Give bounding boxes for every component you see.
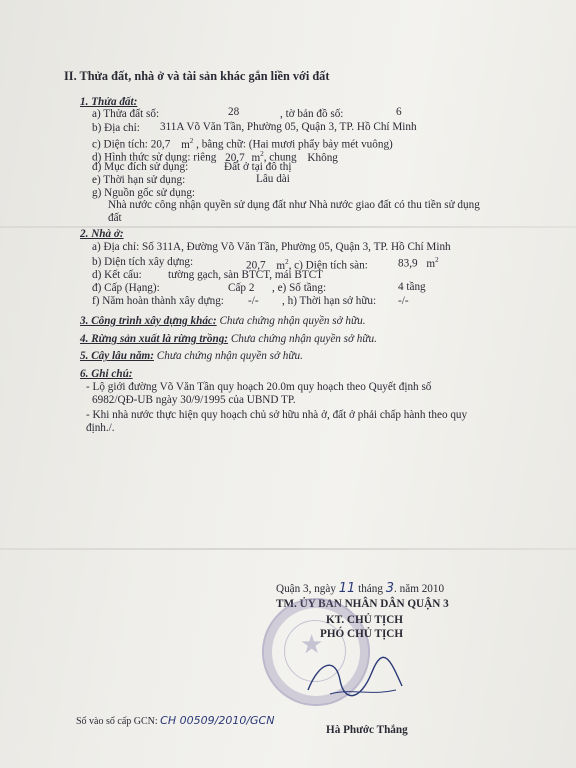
house-ownership-term-label: , h) Thời hạn sở hữu:	[282, 295, 377, 307]
signature-kt: KT. CHỦ TỊCH	[326, 614, 403, 626]
land-origin-value-1: Nhà nước công nhận quyền sử dụng đất như Nhà nước giao đất có thu tiền sử dụng	[108, 199, 480, 211]
note-2-line-2: định./.	[86, 422, 115, 434]
land-purpose-value: Đất ở tại đô thị	[224, 161, 292, 173]
house-ownership-term-value: -/-	[398, 295, 409, 307]
note-1-line-2: 6982/QĐ-UB ngày 30/9/1995 của UBND TP.	[92, 394, 296, 406]
other-works-row	[80, 315, 366, 328]
land-usage-form-value: 20,7	[225, 151, 245, 164]
forest-heading: 4. Rừng sản xuất là rừng trồng:	[80, 333, 229, 345]
seal-star-icon: ★	[300, 630, 324, 659]
forest-value: Chưa chứng nhận quyền sở hữu.	[230, 333, 377, 345]
handwritten-signature	[300, 650, 410, 710]
other-works-heading: 3. Công trình xây dựng khác:	[80, 315, 217, 327]
land-term-value: Lâu dài	[256, 173, 290, 185]
date-month-label: tháng	[358, 583, 383, 595]
house-heading: 2. Nhà ở:	[80, 228, 124, 240]
signature-org: TM. ỦY BAN NHÂN DÂN QUẬN 3	[276, 598, 449, 610]
registry-row	[76, 714, 274, 728]
signature-date	[276, 582, 444, 596]
house-structure-label: d) Kết cấu:	[92, 269, 142, 281]
house-build-area-value: 20,7	[246, 259, 266, 272]
land-parcel-value: 28	[228, 106, 240, 118]
land-usage-form-label: d) Hình thức sử dụng: riêng	[92, 151, 217, 164]
house-floors-value: 4 tầng	[398, 281, 426, 293]
house-address-value: Số 311A, Đường Võ Văn Tần, Phường 05, Quận 3, TP. Hồ Chí Minh	[142, 241, 451, 253]
date-year: . năm 2010	[394, 583, 445, 595]
house-year-value: -/-	[248, 295, 259, 307]
land-usage-shared-value: Không	[307, 151, 338, 164]
house-address-label: a) Địa chỉ:	[92, 241, 140, 253]
other-works-value: Chưa chứng nhận quyền sở hữu.	[219, 315, 366, 327]
signer-name: Hà Phước Thắng	[326, 724, 408, 736]
land-origin-label: g) Nguồn gốc sử dụng:	[92, 187, 196, 199]
perennial-value: Chưa chứng nhận quyền sở hữu.	[156, 350, 303, 362]
land-parcel-label: a) Thửa đất số:	[92, 108, 160, 120]
land-area-label: c) Diện tích:	[92, 138, 148, 151]
perennial-heading: 5. Cây lâu năm:	[80, 350, 154, 362]
house-floor-area-row	[398, 254, 439, 271]
land-usage-form-sup: 2	[260, 150, 264, 158]
land-purpose-label: đ) Mục đích sử dụng:	[92, 161, 189, 173]
house-floors-label: , e) Số tầng:	[272, 282, 327, 294]
house-floor-area-sup: 2	[435, 256, 439, 264]
paper-fold	[0, 548, 576, 550]
registry-label: Số vào sổ cấp GCN:	[76, 716, 158, 727]
land-map-value: 6	[396, 106, 402, 118]
land-map-label: , tờ bản đồ số:	[280, 108, 344, 120]
house-build-area-label: b) Diện tích xây dựng:	[92, 256, 194, 268]
land-area-unit: m	[181, 138, 190, 151]
house-address-row	[92, 241, 451, 254]
section-title: II. Thửa đất, nhà ở và tài sản khác gắn liền với đất	[64, 69, 330, 83]
signature-position: PHÓ CHỦ TỊCH	[320, 628, 404, 640]
house-year-label: f) Năm hoàn thành xây dựng:	[92, 295, 224, 307]
registry-value: CH 00509/2010/GCN	[160, 714, 275, 727]
land-usage-shared-label: , chung	[263, 151, 297, 164]
land-address-value: 311A Võ Văn Tần, Phường 05, Quận 3, TP. Hồ Chí Minh	[160, 121, 417, 133]
house-floor-area-value: 83,9	[398, 257, 418, 270]
land-term-label: e) Thời hạn sử dụng:	[92, 174, 186, 186]
house-floor-area-label: , c) Diện tích sàn:	[288, 259, 368, 272]
land-usage-form-unit: m	[251, 151, 261, 164]
house-floor-area-unit: m	[426, 257, 436, 270]
date-day: 11	[338, 581, 356, 596]
perennial-row	[80, 350, 303, 363]
house-build-area-unit: m	[276, 259, 286, 272]
house-grade-value: Cấp 2	[228, 282, 255, 294]
note-1-line-1: - Lộ giới đường Võ Văn Tần quy hoạch 20.0m quy hoạch theo Quyết định số	[86, 381, 432, 393]
forest-row	[80, 333, 377, 346]
date-month: 3	[385, 581, 395, 596]
note-2-line-1: - Khi nhà nước thực hiện quy hoạch chủ sở hữu nhà ở, đất ở phải chấp hành theo quy	[86, 409, 468, 421]
notes-heading: 6. Ghi chú:	[80, 368, 133, 380]
date-prefix: Quận 3, ngày	[276, 583, 336, 595]
land-area-value: 20,7	[150, 138, 171, 151]
house-grade-label: đ) Cấp (Hạng):	[92, 282, 160, 294]
land-area-words: , bằng chữ: (Hai mươi phẩy bảy mét vuông)	[196, 138, 393, 151]
land-heading: 1. Thửa đất:	[80, 96, 138, 108]
land-address-label: b) Địa chỉ:	[92, 122, 140, 134]
land-area-sup: 2	[189, 137, 194, 145]
land-origin-value-2: đất	[108, 212, 122, 224]
house-build-area-sup: 2	[285, 258, 289, 266]
house-structure-value: tường gạch, sàn BTCT, mái BTCT	[168, 269, 324, 281]
